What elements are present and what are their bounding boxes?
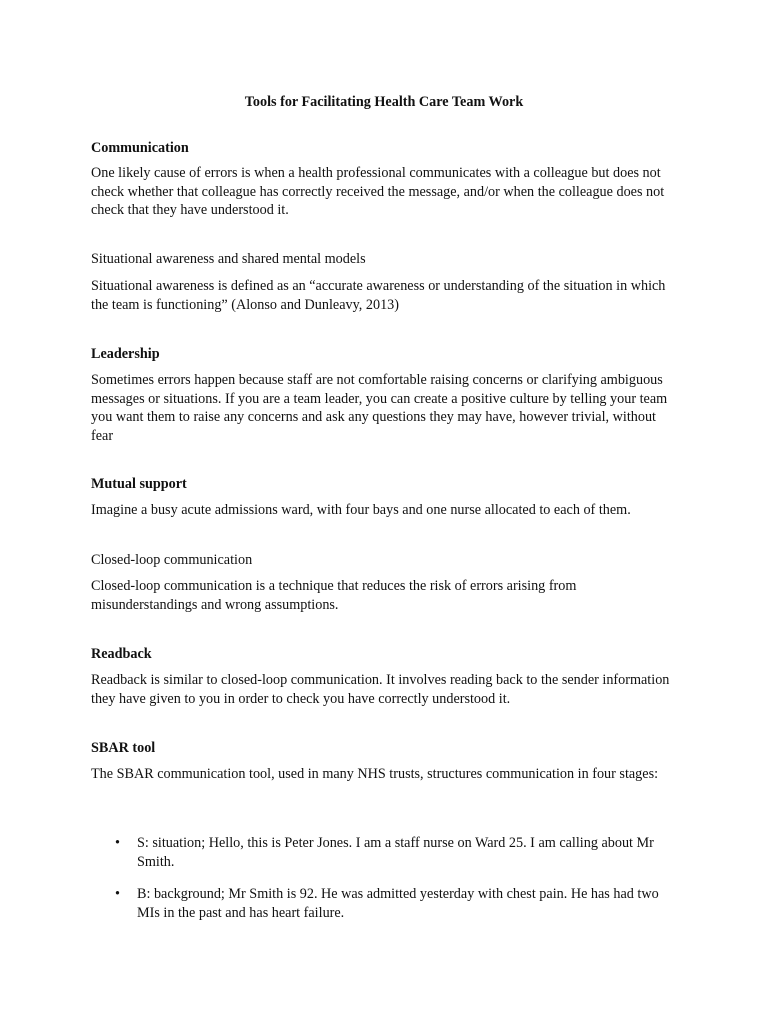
paragraph-readback: Readback is similar to closed-loop communication. It involves reading back to the sender information they have given to you in order to check you have correctly understood it. xyxy=(91,672,670,707)
list-item xyxy=(91,834,681,871)
bullet-icon: • xyxy=(115,835,120,851)
paragraph-situational-awareness: Situational awareness is defined as an “accurate awareness or understanding of the situation in which the team is functioning” (Alonso and Dunleavy, 2013) xyxy=(91,278,666,313)
paragraph-mutual-support: Imagine a busy acute admissions ward, with four bays and one nurse allocated to each of them. xyxy=(91,502,631,518)
heading-mutual-support: Mutual support xyxy=(91,476,187,492)
paragraph-communication: One likely cause of errors is when a health professional communicates with a colleague but does not check whether that colleague has correctly received the message, and/or when the colleague does not check that they have understood it. xyxy=(91,165,665,218)
paragraph-closed-loop: Closed-loop communication is a technique that reduces the risk of errors arising from misunderstandings and wrong assumptions. xyxy=(91,578,577,613)
sbar-bullet-list xyxy=(91,834,681,922)
heading-sbar: SBAR tool xyxy=(91,740,156,756)
heading-readback: Readback xyxy=(91,646,152,662)
document-title: Tools for Facilitating Health Care Team Work xyxy=(244,94,524,110)
heading-situational-awareness: Situational awareness and shared mental models xyxy=(91,251,366,267)
list-item-text: B: background; Mr Smith is 92. He was admitted yesterday with chest pain. He has had two MIs in the past and has heart failure. xyxy=(137,886,659,921)
heading-closed-loop: Closed-loop communication xyxy=(91,552,253,568)
paragraph-sbar: The SBAR communication tool, used in many NHS trusts, structures communication in four stages: xyxy=(91,766,659,782)
heading-leadership: Leadership xyxy=(91,346,160,362)
heading-communication: Communication xyxy=(91,140,189,156)
bullet-icon: • xyxy=(115,886,120,902)
list-item xyxy=(91,885,681,922)
paragraph-leadership: Sometimes errors happen because staff are not comfortable raising concerns or clarifying ambiguous messages or situations. If you are a team leader, you can create a positive culture by telling your team you want them to raise any concerns and ask any questions they may have, however trivial, without fear xyxy=(91,372,668,444)
list-item-text: S: situation; Hello, this is Peter Jones. I am a staff nurse on Ward 25. I am calling about Mr Smith. xyxy=(137,835,654,870)
